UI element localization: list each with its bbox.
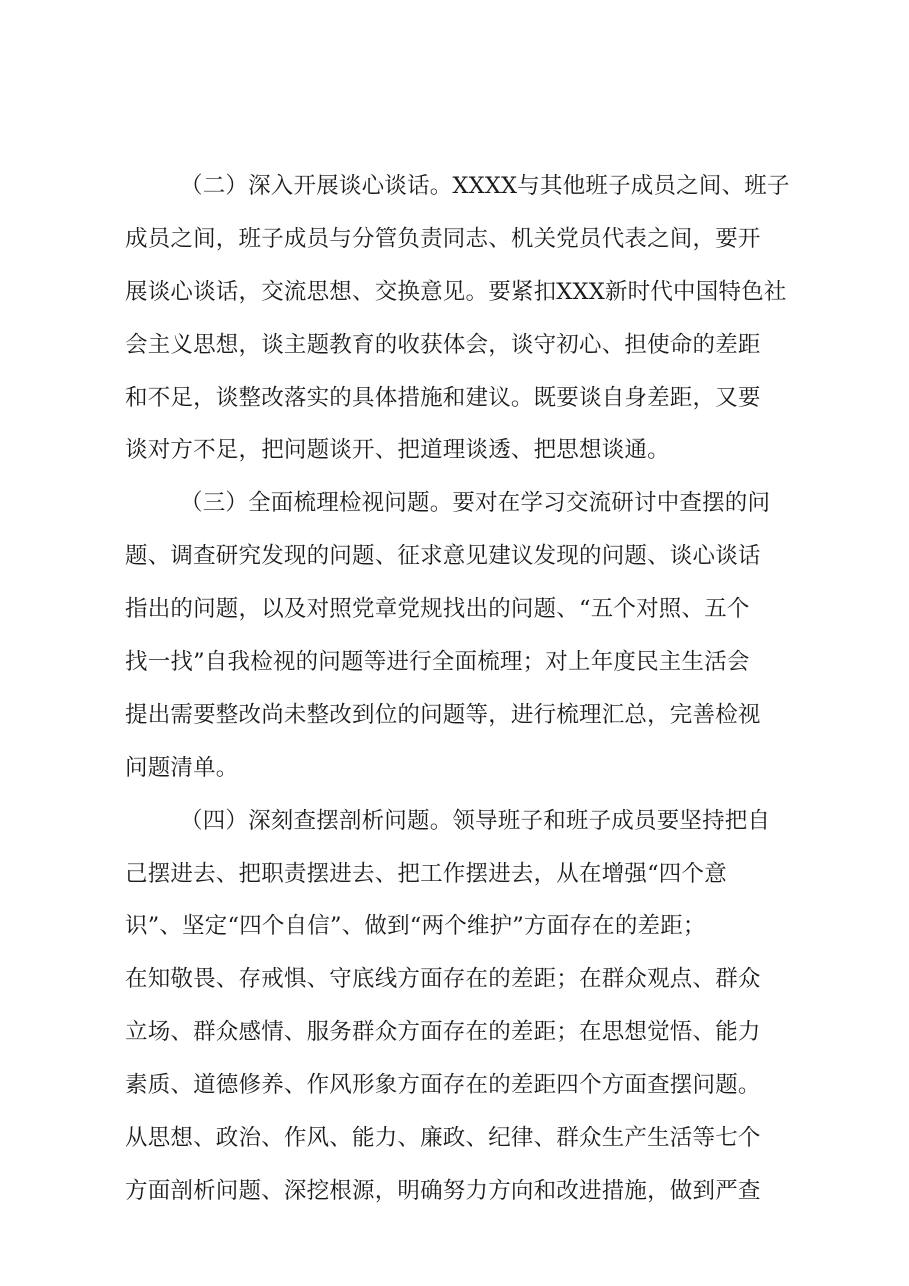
paragraph-3-line-2: 题、调查研究发现的问题、征求意见建议发现的问题、谈心谈话	[125, 543, 761, 570]
paragraph-4-line-3: 识”、坚定“四个自信”、做到“两个维护”方面存在的差距；	[125, 913, 706, 940]
paragraph-4-line-8: 方面剖析问题、深挖根源，明确努力方向和改进措施，做到严查	[125, 1177, 761, 1204]
paragraph-2-line-2: 成员之间，班子成员与分管负责同志、机关党员代表之间，要开	[125, 225, 761, 252]
document-body	[125, 160, 825, 1218]
paragraph-4-line-7: 从思想、政治、作风、能力、廉政、纪律、群众生产生活等七个	[125, 1125, 761, 1152]
paragraph-2-line-6: 谈对方不足，把问题谈开、把道理谈透、把思想谈通。	[125, 437, 670, 464]
paragraph-3-line-6: 问题清单。	[125, 754, 239, 781]
paragraph-2-line-3: 展谈心谈话，交流思想、交换意见。要紧扣XXX新时代中国特色社	[125, 278, 787, 305]
paragraph-3-line-4: 找一找”自我检视的问题等进行全面梳理；对上年度民主生活会	[125, 649, 750, 676]
paragraph-2-line-5: 和不足，谈整改落实的具体措施和建议。既要谈自身差距，又要	[125, 384, 761, 411]
paragraph-3-line-3: 指出的问题，以及对照党章党规找出的问题、“五个对照、五个	[125, 596, 750, 623]
paragraph-3-line-1: （三）全面梳理检视问题。要对在学习交流研讨中查摆的问	[180, 490, 771, 517]
paragraph-4-line-4: 在知敬畏、存戒惧、守底线方面存在的差距；在群众观点、群众	[125, 966, 761, 993]
paragraph-4-line-1: （四）深刻查摆剖析问题。领导班子和班子成员要坚持把自	[180, 807, 771, 834]
paragraph-4-line-2: 己摆进去、把职责摆进去、把工作摆进去，从在增强“四个意	[125, 860, 727, 887]
paragraph-2-line-1: （二）深入开展谈心谈话。XXXX与其他班子成员之间、班子	[180, 173, 790, 199]
paragraph-2-line-4: 会主义思想，谈主题教育的收获体会，谈守初心、担使命的差距	[125, 331, 761, 358]
paragraph-4-line-6: 素质、道德修养、作风形象方面存在的差距四个方面查摆问题。	[125, 1072, 761, 1099]
paragraph-4-line-5: 立场、群众感情、服务群众方面存在的差距；在思想觉悟、能力	[125, 1019, 761, 1046]
paragraph-3-line-5: 提出需要整改尚未整改到位的问题等，进行梳理汇总，完善检视	[125, 701, 761, 728]
